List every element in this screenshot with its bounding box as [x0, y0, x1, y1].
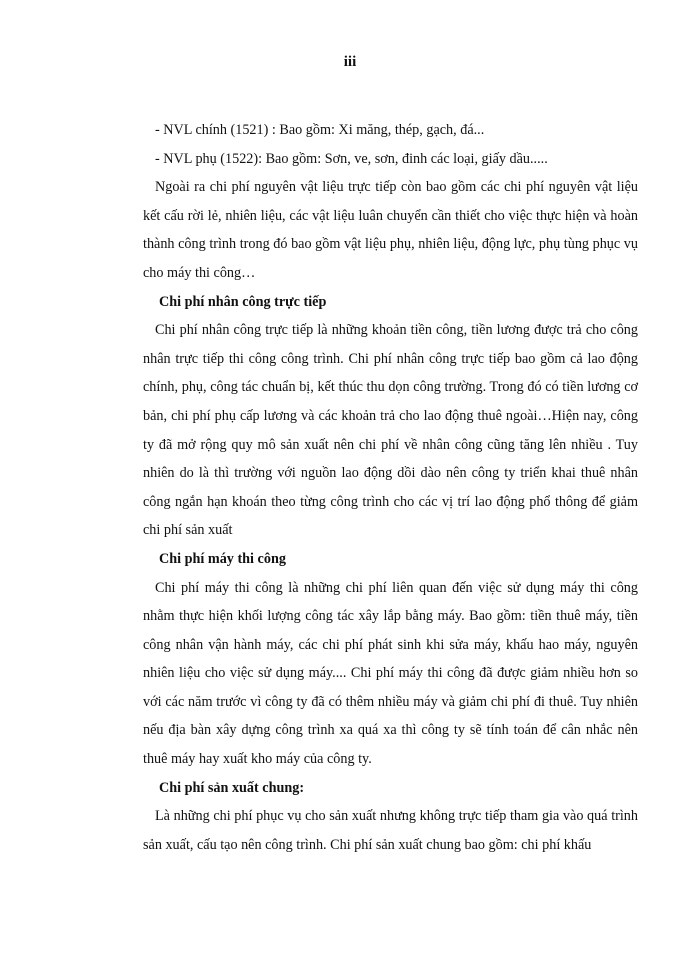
- bullet-main-material: - NVL chính (1521) : Bao gồm: Xi măng, thép, gạch, đá...: [155, 122, 485, 138]
- bullet-auxiliary-material: - NVL phụ (1522): Bao gồm: Sơn, ve, sơn, đinh các loại, giấy dầu.....: [155, 150, 548, 167]
- heading-machine-costs: Chi phí máy thi công: [159, 550, 286, 567]
- paragraph-labor-costs: Chi phí nhân công trực tiếp là những khoản tiền công, tiền lương được trả cho công nhân trực tiếp thi công công trình. Chi phí nhân công trực tiếp bao gồm cả lao động chính, phụ, công tác chuẩn bị, kết thúc thu dọn công trường. Trong đó có tiền lương cơ bản, chi phí phụ cấp lương và các khoản trả cho lao động thuê ngoài…Hiện nay, công ty đã mở rộng quy mô sản xuất nên chi phí về nhân công cũng tăng lên nhiều . Tuy nhiên do là thì trường với nguồn lao động dồi dào nên công ty triển khai thuê nhân công ngắn hạn khoán theo từng công trình cho các vị trí lao động phổ thông để giảm chi phí sản xuất: [143, 322, 638, 539]
- page-number: iii: [343, 54, 357, 70]
- document-body: [143, 116, 638, 859]
- heading-labor-costs: Chi phí nhân công trực tiếp: [159, 293, 327, 310]
- paragraph-material-costs: Ngoài ra chi phí nguyên vật liệu trực tiếp còn bao gồm các chi phí nguyên vật liệu kết cấu rời lẻ, nhiên liệu, các vật liệu luân chuyển cần thiết cho việc thực hiện và hoàn thành công trình trong đó bao gồm vật liệu phụ, nhiên liệu, động lực, phụ tùng phục vụ cho máy thi công…: [143, 179, 638, 281]
- paragraph-general-production-costs: Là những chi phí phục vụ cho sản xuất nhưng không trực tiếp tham gia vào quá trình sản xuất, cấu tạo nên công trình. Chi phí sản xuất chung bao gồm: chi phí khấu: [143, 808, 638, 853]
- heading-general-production-costs: Chi phí sản xuất chung:: [159, 779, 305, 796]
- paragraph-machine-costs: Chi phí máy thi công là những chi phí liên quan đến việc sử dụng máy thi công nhằm thực hiện khối lượng công tác xây lắp bằng máy. Bao gồm: tiền thuê máy, tiền công nhân vận hành máy, các chi phí phát sinh khi sửa máy, khấu hao máy, nguyên nhiên liệu cho việc sử dụng máy.... Chi phí máy thi công đã được giảm nhiều hơn so với các năm trước vì công ty đã có thêm nhiều máy và giảm chi phí đi thuê. Tuy nhiên nếu địa bàn xây dựng công trình xa quá xa thì công ty sẽ tính toán để cân nhắc nên thuê máy hay xuất kho máy của công ty.: [143, 579, 638, 768]
